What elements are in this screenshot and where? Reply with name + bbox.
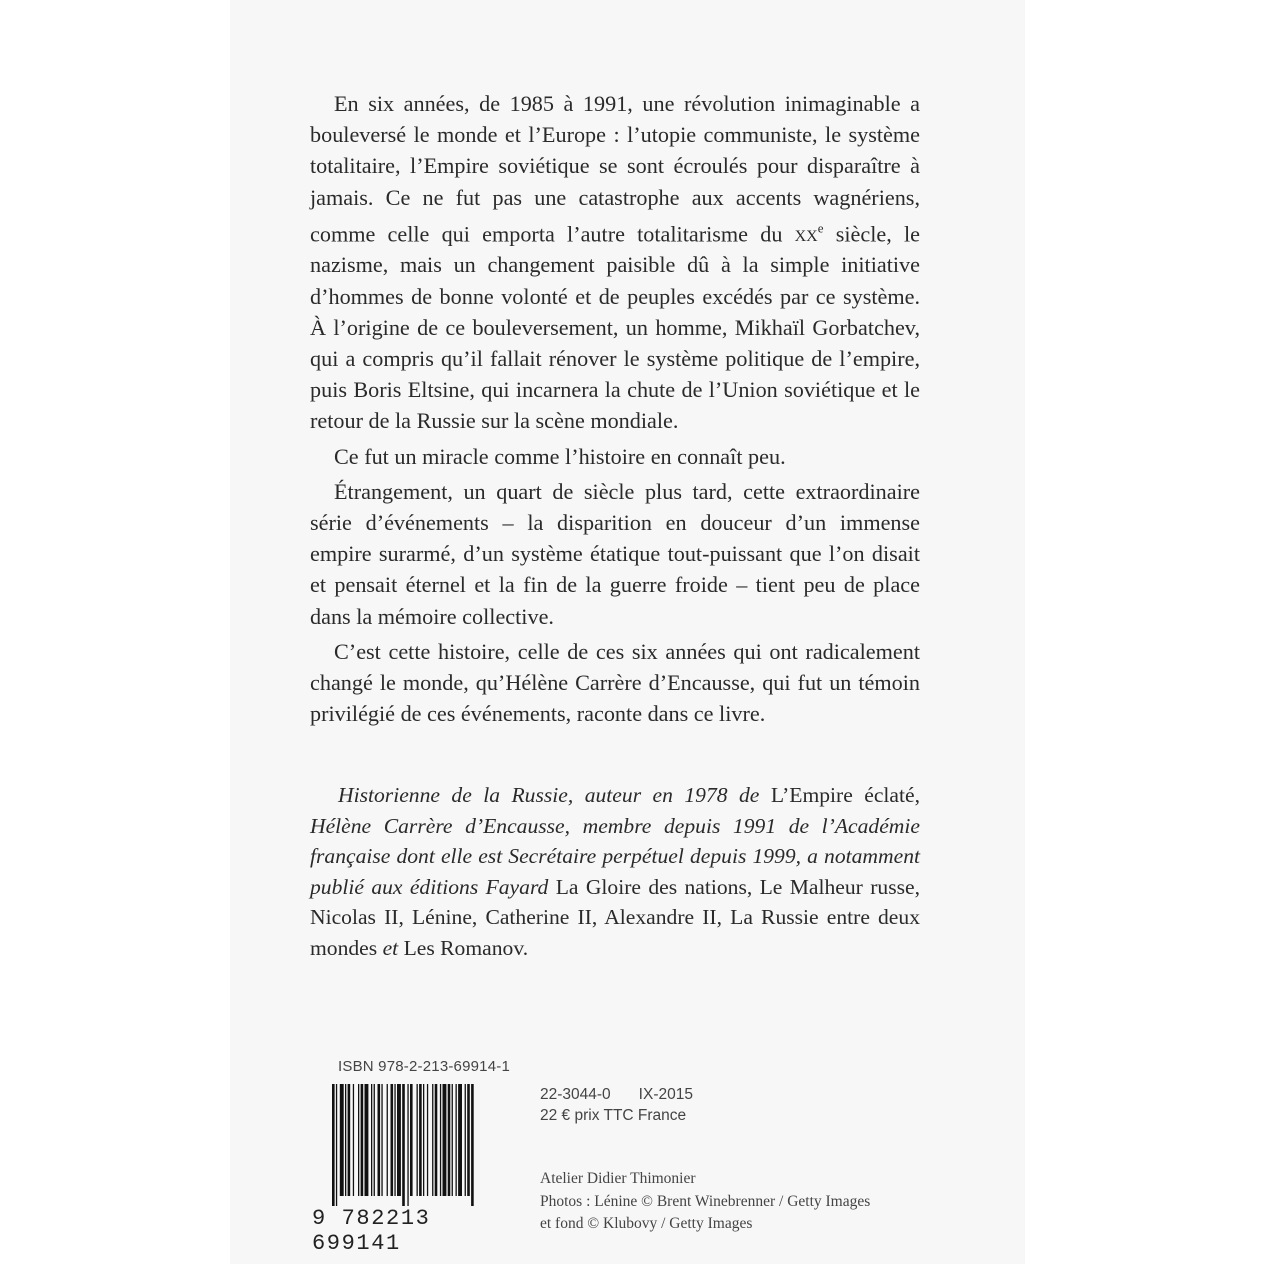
century-sup: e <box>817 220 824 236</box>
isbn-label: ISBN 978-2-213-69914-1 <box>338 1058 511 1075</box>
credits <box>540 1168 870 1236</box>
summary-paragraph-4: C’est cette histoire, celle de ces six années qui ont radicalement changé le monde, qu’Hélène Carrère d’Encausse, qui fut un témoin privilégié de ces événements, raconte dans ce livre. <box>310 638 920 727</box>
bio-title-romanov: Les Romanov. <box>398 935 529 960</box>
summary-text <box>310 88 920 729</box>
summary-paragraph-1 <box>310 88 920 437</box>
credit-line-3: et fond © Klubovy / Getty Images <box>540 1215 753 1232</box>
print-date: IX-2015 <box>638 1086 693 1103</box>
summary-paragraph-3: Étrangement, un quart de siècle plus tard, cette extraordinaire série d’événements – la disparition en douceur d’un immense empire surarmé, d’un système étatique tout-puissant que l’on disait et pensait éternel et la fin de la guerre froide – tient peu de place dans la mémoire collective. <box>310 478 920 629</box>
price-info <box>540 1084 693 1126</box>
bio-titles: La Gloire des nations, Le Malheur russe, Nicolas II, Lénine, Catherine II, Alexandre II, <box>310 874 920 929</box>
summary-paragraph-1-text: En six années, de 1985 à 1991, une révolution inimaginable a bouleversé le monde et l’Europe : l’utopie communiste, le système totalitaire, l’Empire soviétique se sont écroulés pour disparaître à jamais. Ce ne fut pas une catastrophe aux accents wagnériens, comme celle qui emporta l’autre totalitarisme du <box>310 91 920 247</box>
price-line: 22 € prix TTC France <box>540 1107 687 1124</box>
barcode-digits: 9 782213 699141 <box>312 1206 431 1256</box>
bio-et: et <box>382 935 399 960</box>
century-numeral: xx <box>794 221 818 247</box>
code-line <box>540 1084 693 1105</box>
bio-title-empire: L’Empire éclaté, <box>770 783 921 807</box>
summary-paragraph-2: Ce fut un miracle comme l’histoire en connaît peu. <box>334 443 786 469</box>
author-bio <box>310 780 920 963</box>
credit-line-1: Atelier Didier Thimonier <box>540 1170 696 1187</box>
summary-paragraph-1-rest: siècle, le nazisme, mais un changement paisible dû à la simple initiative d’hommes de bonne volonté et de peuples excédés par ce système. À l’origine de ce bouleversement, un homme, Mikhaïl Gorbatchev, qui a compris qu’il fallait rénover le système politique de l’empire, puis Boris Eltsine, qui incarnera la chute de l’Union soviétique et le retour de la Russie sur la scène mondiale. <box>310 221 920 434</box>
barcode-icon <box>330 1084 520 1206</box>
bio-title-russie: La Russie entre deux mondes <box>310 905 920 960</box>
credit-line-2: Photos : Lénine © Brent Winebrenner / Getty Images <box>540 1192 871 1210</box>
bio-part-2: Hélène Carrère d’Encausse, membre depuis 1991 de l’Académie française dont elle est Secrétaire perpétuel depuis 1999, a notamment publié aux éditions Fayard <box>310 813 920 899</box>
bio-part-1: Historienne de la Russie, auteur en 1978 de <box>338 783 771 807</box>
century-xx <box>795 221 824 246</box>
product-code: 22-3044-0 <box>540 1086 611 1103</box>
